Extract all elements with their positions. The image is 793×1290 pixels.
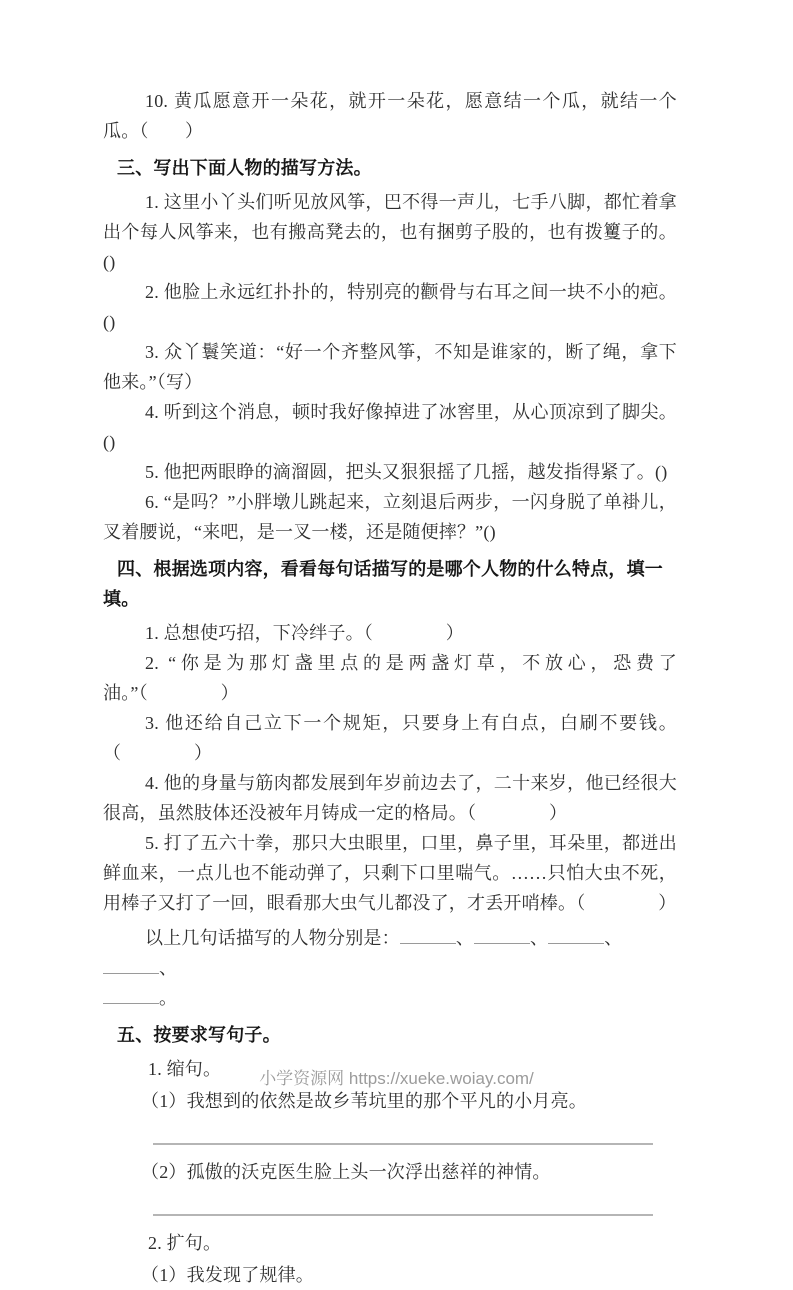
question-item: 6. “是吗？”小胖墩儿跳起来，立刻退后两步，一闪身脱了单褂儿，叉着腰说，“来吧，是一叉一楼，还是随便摔？”() — [103, 492, 677, 542]
question-item: 1. 这里小丫头们听见放风筝，巴不得一声儿，七手八脚，都忙着拿出个每人风筝来，也有搬高凳去的，也有捆剪子股的，也有拨籰子的。() — [103, 192, 677, 272]
task-label: 2. 扩句。 — [148, 1233, 222, 1253]
summary-prefix: 以上几句话描写的人物分别是： — [145, 928, 400, 948]
section-four-summary — [103, 923, 677, 983]
answer-line — [153, 1214, 653, 1216]
question-item: 4. 他的身量与筋肉都发展到年岁前边去了，二十来岁，他已经很大很高，虽然肢体还没被年月铸成一定的格局。（ ） — [103, 773, 677, 823]
question-item-10: 10. 黄瓜愿意开一朵花，就开一朵花，愿意结一个瓜，就结一个瓜。（ ） — [103, 91, 677, 141]
task-sentence: （1）我发现了规律。 — [141, 1265, 314, 1285]
question-item: 2. “你是为那灯盏里点的是两盏灯草，不放心，恐费了油。”（ ） — [103, 653, 677, 703]
answer-blank — [103, 960, 159, 974]
question-item: 3. 他还给自己立下一个规矩，只要身上有白点，白刷不要钱。（ ） — [103, 713, 677, 763]
answer-blank — [548, 930, 604, 944]
blank-separator: 。 — [159, 988, 178, 1008]
answer-blank — [474, 930, 530, 944]
section-four-heading: 四、根据选项内容，看看每句话描写的是哪个人物的什么特点，填一填。 — [103, 559, 663, 609]
section-three-heading: 三、写出下面人物的描写方法。 — [117, 158, 372, 178]
question-item: 2. 他脸上永远红扑扑的，特别亮的颧骨与右耳之间一块不小的疤。() — [103, 282, 677, 332]
task-label: 1. 缩句。 — [148, 1059, 222, 1079]
answer-line — [153, 1143, 653, 1145]
blank-separator: 、 — [159, 958, 178, 978]
question-item: 5. 他把两眼睁的滴溜圆，把头又狠狠摇了几摇，越发指得紧了。() — [145, 462, 668, 482]
question-item: 1. 总想使巧招，下冷绊子。（ ） — [145, 623, 464, 643]
page-footer: 小学资源网 https://xueke.woiay.com/ — [259, 1069, 534, 1088]
task-sentence: （1）我想到的依然是故乡苇坑里的那个平凡的小月亮。 — [141, 1091, 587, 1111]
section-four-summary-continued — [103, 983, 677, 1013]
answer-blank — [103, 990, 159, 1004]
answer-blank — [400, 930, 456, 944]
blank-separator: 、 — [604, 928, 623, 948]
section-five-heading: 五、按要求写句子。 — [117, 1025, 281, 1045]
question-item: 4. 听到这个消息，顿时我好像掉进了冰窖里，从心顶凉到了脚尖。() — [103, 402, 677, 452]
question-item: 5. 打了五六十拳，那只大虫眼里，口里，鼻子里，耳朵里，都迸出鲜血来，一点儿也不能动弹了，只剩下口里喘气。……只怕大虫不死，用棒子又打了一回，眼看那大虫气儿都没了，才丢开哨棒。（ ） — [103, 833, 677, 913]
blank-separator: 、 — [455, 928, 475, 948]
task-sentence: （2）孤傲的沃克医生脸上头一次浮出慈祥的神情。 — [141, 1162, 551, 1182]
question-item: 3. 众丫鬟笑道：“好一个齐整风筝，不知是谁家的，断了绳，拿下他来。”（写） — [103, 342, 677, 392]
blank-separator: 、 — [530, 928, 549, 948]
